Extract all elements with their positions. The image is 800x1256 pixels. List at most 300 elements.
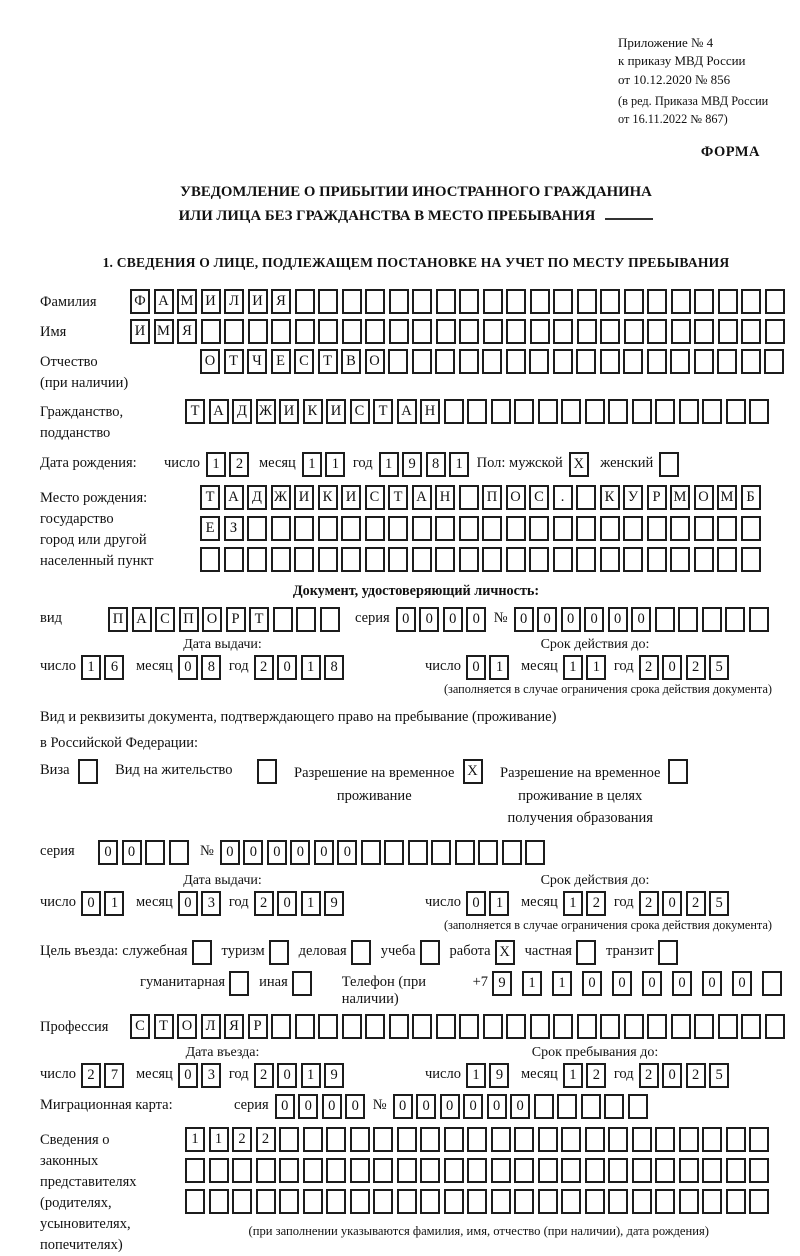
given-name-cells[interactable] (130, 319, 788, 344)
form-title-line2: ИЛИ ЛИЦА БЕЗ ГРАЖДАНСТВА В МЕСТО ПРЕБЫВАНИЯ (40, 205, 792, 229)
cell (412, 349, 432, 374)
cell (506, 289, 526, 314)
cell (420, 1158, 440, 1183)
cell (694, 319, 714, 344)
cell (482, 349, 502, 374)
purpose-business-label: деловая (298, 942, 347, 959)
cell (224, 319, 244, 344)
cell: 0 (732, 971, 752, 996)
cell (765, 1014, 785, 1039)
migration-card-series-cells[interactable] (275, 1094, 369, 1119)
cell (491, 1158, 511, 1183)
cell (373, 1127, 393, 1152)
month-label: месяц (135, 657, 173, 674)
doc-number-cells[interactable] (514, 607, 773, 632)
cell (326, 1158, 346, 1183)
cell (647, 516, 667, 541)
cell (585, 1127, 605, 1152)
residence-permit-checkbox[interactable] (249, 759, 281, 784)
doc-issue-month-cells[interactable] (178, 655, 225, 680)
doc-issue-year-cells[interactable] (254, 655, 348, 680)
permit-number-cells[interactable] (220, 840, 549, 865)
purpose-transit-checkbox[interactable] (658, 940, 688, 965)
cell (694, 516, 714, 541)
temp-residence-checkbox[interactable] (455, 759, 487, 784)
cell (679, 399, 699, 424)
purpose-business-checkbox[interactable] (351, 940, 381, 965)
cell (726, 399, 746, 424)
cell (482, 547, 502, 572)
cell (655, 607, 675, 632)
cell (145, 840, 165, 865)
purpose-private-label: частная (524, 942, 572, 959)
birth-month-cells[interactable] (302, 452, 349, 477)
entry-date-label: Дата въезда: (185, 1044, 260, 1060)
cell (529, 349, 549, 374)
permit-valid-year-cells[interactable] (639, 891, 733, 916)
cell (279, 1158, 299, 1183)
cell (257, 759, 277, 784)
cell: Ж (271, 485, 291, 510)
cell (292, 971, 312, 996)
cell (628, 1094, 648, 1119)
cell: 0 (662, 655, 682, 680)
cell: С (529, 485, 549, 510)
female-checkbox[interactable] (659, 452, 683, 477)
cell (647, 349, 667, 374)
phone-cells[interactable] (492, 971, 792, 996)
cell: 2 (254, 1063, 274, 1088)
cell (397, 1189, 417, 1214)
birth-day-cells[interactable] (206, 452, 253, 477)
cell (702, 607, 722, 632)
cell (655, 1189, 675, 1214)
revision-line: от 16.11.2022 № 867) (618, 111, 728, 126)
purpose-humanitarian-checkbox[interactable] (229, 971, 259, 996)
cell (600, 289, 620, 314)
profession-cells[interactable] (130, 1014, 788, 1039)
cell (269, 940, 289, 965)
male-checkbox[interactable] (569, 452, 593, 477)
purpose-other-checkbox[interactable] (292, 971, 322, 996)
cell (530, 1014, 550, 1039)
form-title (40, 181, 792, 228)
doc-valid-day-cells[interactable] (466, 655, 513, 680)
cell (553, 547, 573, 572)
cell: 5 (709, 891, 729, 916)
temp-residence-edu-checkbox[interactable] (660, 759, 692, 784)
temp-residence-edu-option (500, 759, 692, 829)
stay-day-cells[interactable] (466, 1063, 513, 1088)
cell (717, 547, 737, 572)
cell: 0 (561, 607, 581, 632)
cell: 9 (402, 452, 422, 477)
cell: 1 (81, 655, 101, 680)
cell (576, 349, 596, 374)
cell (467, 1127, 487, 1152)
cell (491, 1127, 511, 1152)
cell (530, 289, 550, 314)
purpose-official-checkbox[interactable] (192, 940, 222, 965)
cell (389, 289, 409, 314)
cell (604, 1094, 624, 1119)
birthplace-row3-cells[interactable] (200, 547, 764, 572)
cell (365, 289, 385, 314)
cell (397, 1127, 417, 1152)
day-label: число (40, 657, 76, 674)
cell (762, 971, 782, 996)
day-label: число (40, 1065, 76, 1082)
cell: А (154, 289, 174, 314)
cell (529, 516, 549, 541)
purpose-study-checkbox[interactable] (420, 940, 450, 965)
stay-month-cells[interactable] (563, 1063, 610, 1088)
cell (247, 516, 267, 541)
cell: 0 (337, 840, 357, 865)
cell (294, 516, 314, 541)
cell (553, 1014, 573, 1039)
cell: Р (647, 485, 667, 510)
cell (318, 547, 338, 572)
cell: 8 (201, 655, 221, 680)
cell (295, 289, 315, 314)
cell: 3 (201, 891, 221, 916)
cell (342, 319, 362, 344)
month-label: месяц (520, 893, 558, 910)
purpose-work-checkbox[interactable] (495, 940, 525, 965)
cell (670, 349, 690, 374)
cell (717, 349, 737, 374)
cell (303, 1189, 323, 1214)
cell: 0 (466, 655, 486, 680)
cell: 0 (275, 1094, 295, 1119)
entry-month-cells[interactable] (178, 1063, 225, 1088)
cell (608, 1127, 628, 1152)
cell (718, 1014, 738, 1039)
representatives-row2-cells[interactable] (185, 1158, 773, 1183)
cell: 9 (324, 1063, 344, 1088)
cell (373, 1158, 393, 1183)
cell: А (209, 399, 229, 424)
cell: 7 (104, 1063, 124, 1088)
cell: 0 (277, 1063, 297, 1088)
cell (749, 1158, 769, 1183)
cell (576, 940, 596, 965)
cell (576, 485, 596, 510)
representatives-row1-cells[interactable] (185, 1127, 773, 1152)
cell (725, 607, 745, 632)
cell (247, 547, 267, 572)
cell (224, 547, 244, 572)
cell: 0 (463, 1094, 483, 1119)
cell (694, 349, 714, 374)
cell: С (350, 399, 370, 424)
cell (256, 1158, 276, 1183)
phone-prefix: +7 (472, 973, 488, 990)
cell (294, 547, 314, 572)
year-label: год (228, 893, 249, 910)
cell (436, 319, 456, 344)
cell (296, 607, 316, 632)
cell (581, 1094, 601, 1119)
cell (679, 1127, 699, 1152)
cell (679, 1158, 699, 1183)
cell (444, 1158, 464, 1183)
cell: 0 (582, 971, 602, 996)
cell (514, 399, 534, 424)
cell (397, 1158, 417, 1183)
cell (600, 319, 620, 344)
cell (659, 452, 679, 477)
cell (632, 1127, 652, 1152)
cell (444, 1189, 464, 1214)
cell: К (600, 485, 620, 510)
cell: 1 (563, 891, 583, 916)
year-label: год (228, 1065, 249, 1082)
cell (600, 1014, 620, 1039)
cell: 0 (510, 1094, 530, 1119)
cell: 1 (209, 1127, 229, 1152)
cell (185, 1189, 205, 1214)
cell (561, 1158, 581, 1183)
cell: П (179, 607, 199, 632)
cell: 0 (419, 607, 439, 632)
doc-valid-year-cells[interactable] (639, 655, 733, 680)
cell (655, 399, 675, 424)
cell (670, 547, 690, 572)
cell: К (318, 485, 338, 510)
stay-year-cells[interactable] (639, 1063, 733, 1088)
cell (271, 1014, 291, 1039)
temp-residence-edu-label: Разрешение на временное проживание в целях получения образования (500, 765, 661, 827)
cell (668, 759, 688, 784)
cell (506, 1014, 526, 1039)
cell: Л (201, 1014, 221, 1039)
cell (694, 1014, 714, 1039)
cell (585, 399, 605, 424)
cell (624, 1014, 644, 1039)
cell (365, 547, 385, 572)
doc-series-cells[interactable] (396, 607, 490, 632)
cell (577, 319, 597, 344)
cell: Ж (256, 399, 276, 424)
cell (741, 349, 761, 374)
cell: 0 (290, 840, 310, 865)
birth-year-cells[interactable] (379, 452, 473, 477)
cell (232, 1158, 252, 1183)
cell: 2 (586, 891, 606, 916)
cell (608, 1189, 628, 1214)
cell: 2 (254, 655, 274, 680)
doc-issue-day-cells[interactable] (81, 655, 128, 680)
cell: 0 (345, 1094, 365, 1119)
cell (608, 1158, 628, 1183)
valid-until-label: Срок действия до: (540, 872, 650, 888)
cell: X (495, 940, 515, 965)
visa-label: Виза (40, 762, 70, 779)
cell: 0 (277, 891, 297, 916)
patronymic-cells[interactable] (200, 349, 788, 374)
validity-footnote: (заполняется в случае ограничения срока действия документа) (443, 917, 772, 932)
cell (600, 547, 620, 572)
cell (534, 1094, 554, 1119)
cell (435, 547, 455, 572)
cell (412, 1014, 432, 1039)
appendix-line: от 10.12.2020 № 856 (618, 71, 731, 87)
cell (483, 319, 503, 344)
cell: Р (248, 1014, 268, 1039)
cell: 1 (302, 452, 322, 477)
cell (553, 516, 573, 541)
cell (373, 1189, 393, 1214)
cell (561, 1189, 581, 1214)
appendix-line: Приложение № 4 (618, 35, 714, 50)
visa-option (40, 759, 101, 784)
cell: 0 (612, 971, 632, 996)
representatives-label: Сведения о законных представителях (родителях, усыновителях, попечителях) (40, 1131, 137, 1253)
cell (229, 971, 249, 996)
cell: А (397, 399, 417, 424)
residence-permit-label: Вид на жительство (115, 762, 233, 779)
cell: 8 (324, 655, 344, 680)
migration-card-number-cells[interactable] (393, 1094, 652, 1119)
cell (506, 319, 526, 344)
permit-issue-day-cells[interactable] (81, 891, 128, 916)
cell: 1 (489, 891, 509, 916)
citizenship-cells[interactable] (185, 399, 773, 424)
number-label: № (372, 1096, 387, 1113)
revision-line: (в ред. Приказа МВД России (618, 94, 769, 109)
purpose-tourism-label: туризм (221, 942, 265, 959)
cell: С (365, 485, 385, 510)
purpose-label: Цель въезда: (40, 942, 119, 959)
cell: Е (271, 349, 291, 374)
permit-valid-day-cells[interactable] (466, 891, 513, 916)
cell: М (177, 289, 197, 314)
cell (514, 1158, 534, 1183)
cell: 0 (322, 1094, 342, 1119)
section1-heading: 1. СВЕДЕНИЯ О ЛИЦЕ, ПОДЛЕЖАЩЕМ ПОСТАНОВКЕ НА УЧЕТ ПО МЕСТУ ПРЕБЫВАНИЯ (102, 254, 730, 270)
cell (749, 607, 769, 632)
cell (342, 289, 362, 314)
cell (726, 1158, 746, 1183)
cell: М (717, 485, 737, 510)
cell: 0 (396, 607, 416, 632)
sex-female-label: женский (600, 454, 654, 471)
cell: Ф (130, 289, 150, 314)
cell: 2 (639, 891, 659, 916)
cell: Я (271, 289, 291, 314)
cell: 5 (709, 1063, 729, 1088)
cell: Ч (247, 349, 267, 374)
cell: И (341, 485, 361, 510)
cell (365, 319, 385, 344)
cell (467, 1189, 487, 1214)
surname-label: Фамилия (40, 293, 97, 310)
cell: Л (224, 289, 244, 314)
year-label: год (613, 893, 634, 910)
cell (623, 349, 643, 374)
cell (741, 1014, 761, 1039)
entry-day-cells[interactable] (81, 1063, 128, 1088)
cell (389, 1014, 409, 1039)
cell (232, 1189, 252, 1214)
cell: 0 (662, 891, 682, 916)
day-label: число (164, 454, 200, 471)
cell: 0 (298, 1094, 318, 1119)
cell (741, 289, 761, 314)
representatives-row3-cells[interactable] (185, 1189, 773, 1214)
cell (412, 289, 432, 314)
cell: В (341, 349, 361, 374)
cell (717, 516, 737, 541)
cell: 0 (267, 840, 287, 865)
cell: 0 (393, 1094, 413, 1119)
visa-checkbox[interactable] (70, 759, 102, 784)
cell (483, 289, 503, 314)
purpose-private-checkbox[interactable] (576, 940, 606, 965)
cell (702, 1127, 722, 1152)
cell (350, 1127, 370, 1152)
cell: 2 (232, 1127, 252, 1152)
doc-valid-month-cells[interactable] (563, 655, 610, 680)
month-label: месяц (135, 893, 173, 910)
cell: Д (232, 399, 252, 424)
cell: Т (249, 607, 269, 632)
cell: Н (435, 485, 455, 510)
cell (271, 516, 291, 541)
cell: X (569, 452, 589, 477)
cell: 0 (416, 1094, 436, 1119)
representatives-footnote: (при заполнении указываются фамилия, имя, отчество (при наличии), дата рождения) (248, 1223, 709, 1238)
cell: 1 (185, 1127, 205, 1152)
entry-year-cells[interactable] (254, 1063, 348, 1088)
cell (467, 1158, 487, 1183)
cell: 0 (81, 891, 101, 916)
temp-residence-option (294, 759, 486, 807)
temp-residence-label: Разрешение на временное проживание (294, 765, 455, 804)
cell (514, 1127, 534, 1152)
permit-issue-year-cells[interactable] (254, 891, 348, 916)
permit-valid-month-cells[interactable] (563, 891, 610, 916)
number-label: № (200, 842, 214, 859)
cell (455, 840, 475, 865)
cell (741, 516, 761, 541)
cell: 0 (98, 840, 118, 865)
birthplace-row2-cells[interactable] (200, 516, 764, 541)
number-label: № (493, 609, 508, 626)
cell: 8 (426, 452, 446, 477)
cell (600, 349, 620, 374)
cell: 1 (552, 971, 572, 996)
month-label: месяц (135, 1065, 173, 1082)
cell (506, 349, 526, 374)
birthplace-row1-cells[interactable] (200, 485, 764, 510)
permit-issue-month-cells[interactable] (178, 891, 225, 916)
cell (749, 1127, 769, 1152)
cell: И (294, 485, 314, 510)
cell: 0 (243, 840, 263, 865)
permit-series-cells[interactable] (98, 840, 192, 865)
purpose-tourism-checkbox[interactable] (269, 940, 299, 965)
cell (702, 1158, 722, 1183)
surname-cells[interactable] (130, 289, 788, 314)
cell (459, 319, 479, 344)
cell: О (365, 349, 385, 374)
cell (561, 399, 581, 424)
doc-type-cells[interactable] (108, 607, 343, 632)
cell (670, 516, 690, 541)
